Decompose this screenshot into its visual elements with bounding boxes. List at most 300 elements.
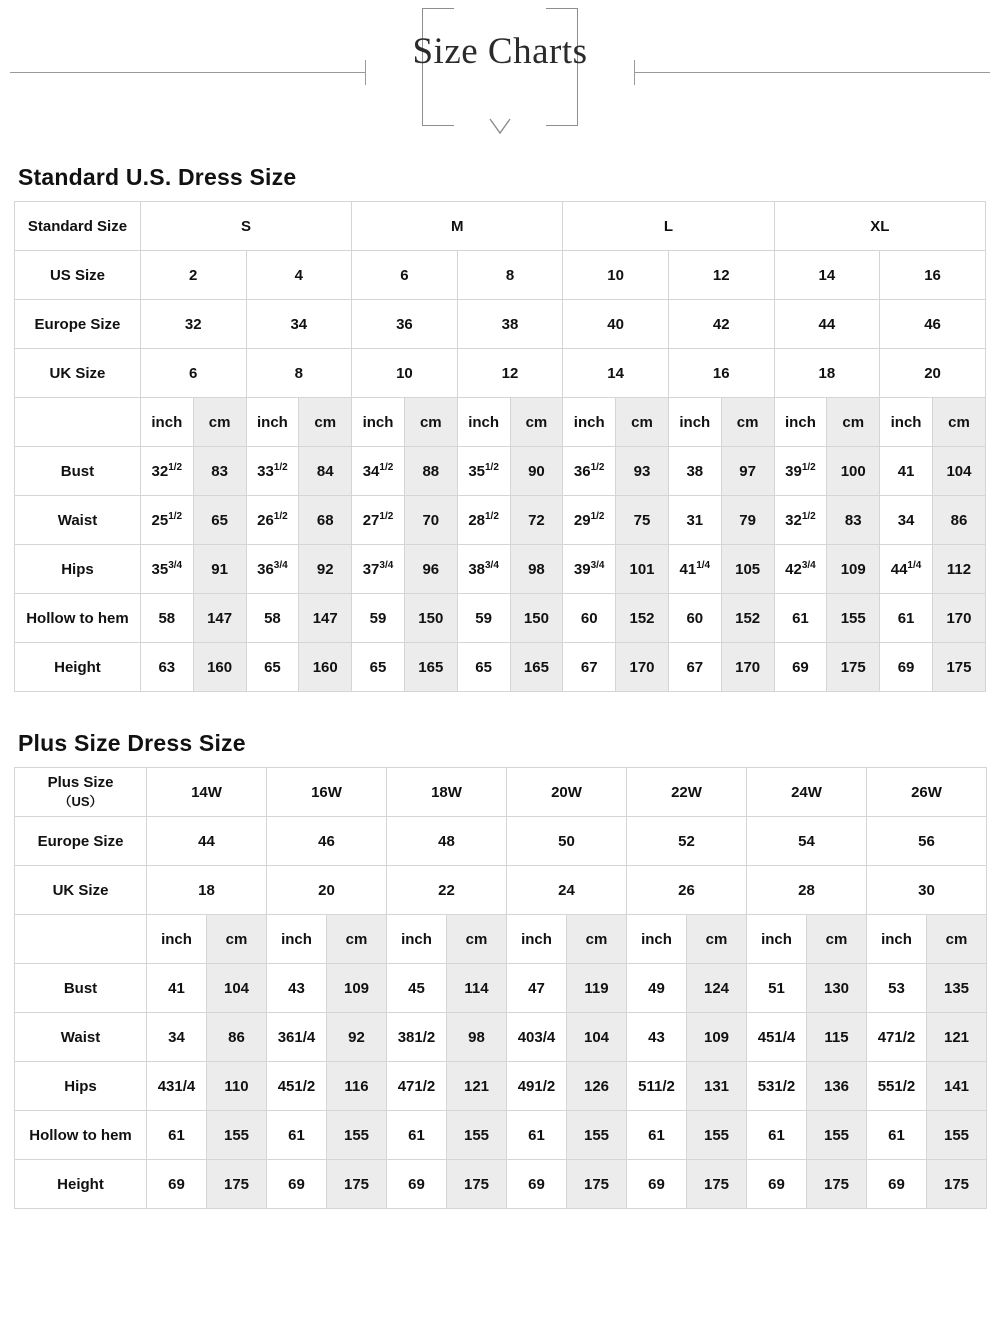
unit-inch: inch bbox=[880, 398, 933, 447]
cell-cm: 175 bbox=[687, 1160, 747, 1209]
cell: 34 bbox=[246, 300, 352, 349]
unit-inch: inch bbox=[387, 915, 447, 964]
cell-cm: 175 bbox=[807, 1160, 867, 1209]
fraction-sup: 3/4 bbox=[168, 559, 183, 571]
unit-cm: cm bbox=[567, 915, 627, 964]
cell-inch: 51 bbox=[747, 964, 807, 1013]
cell-inch: 451/2 bbox=[267, 1062, 327, 1111]
row-label: Hollow to hem bbox=[15, 1111, 147, 1160]
cell-inch: 61 bbox=[627, 1111, 687, 1160]
cell-cm: 170 bbox=[932, 594, 985, 643]
plus-section-title: Plus Size Dress Size bbox=[18, 730, 246, 756]
unit-cm: cm bbox=[193, 398, 246, 447]
table-row bbox=[15, 768, 987, 817]
fraction-sup: 1/2 bbox=[168, 461, 183, 473]
table-row bbox=[15, 1160, 987, 1209]
fraction-sup: 1/2 bbox=[590, 461, 605, 473]
cell-cm: 86 bbox=[207, 1013, 267, 1062]
cell-inch: $35^{1/2}$ bbox=[457, 447, 510, 496]
page-title: Size Charts bbox=[412, 31, 588, 72]
cell: 14 bbox=[563, 349, 669, 398]
table-row bbox=[15, 349, 986, 398]
cell-inch: 43 bbox=[267, 964, 327, 1013]
cell-cm: 83 bbox=[827, 496, 880, 545]
cell: 50 bbox=[507, 817, 627, 866]
cell-inch: $37^{3/4}$ bbox=[352, 545, 405, 594]
cell-inch: 61 bbox=[147, 1111, 207, 1160]
cell-inch: $33^{1/2}$ bbox=[246, 447, 299, 496]
cell-inch: 69 bbox=[867, 1160, 927, 1209]
unit-inch: inch bbox=[507, 915, 567, 964]
unit-inch: inch bbox=[627, 915, 687, 964]
cell-inch: 34 bbox=[880, 496, 933, 545]
cell-cm: 105 bbox=[721, 545, 774, 594]
cell: 14 bbox=[774, 251, 880, 300]
cell-inch: 61 bbox=[747, 1111, 807, 1160]
cell-cm: 147 bbox=[193, 594, 246, 643]
row-label: Hips bbox=[15, 545, 141, 594]
cell: 6 bbox=[352, 251, 458, 300]
chevron-down-icon bbox=[483, 110, 517, 144]
unit-cm: cm bbox=[207, 915, 267, 964]
cell-inch: $44^{1/4}$ bbox=[880, 545, 933, 594]
cell-cm: 68 bbox=[299, 496, 352, 545]
fraction-sup: 1/4 bbox=[696, 559, 711, 571]
cell-cm: 152 bbox=[616, 594, 669, 643]
cell-cm: 175 bbox=[827, 643, 880, 692]
cell-inch: 69 bbox=[774, 643, 827, 692]
unit-inch: inch bbox=[140, 398, 193, 447]
cell-inch: 471/2 bbox=[867, 1013, 927, 1062]
cell-inch: $32^{1/2}$ bbox=[774, 496, 827, 545]
cell-inch: 531/2 bbox=[747, 1062, 807, 1111]
cell-cm: 150 bbox=[404, 594, 457, 643]
cell-cm: 84 bbox=[299, 447, 352, 496]
table-row bbox=[15, 1013, 987, 1062]
cell-cm: 110 bbox=[207, 1062, 267, 1111]
fraction-sup: 1/2 bbox=[379, 461, 394, 473]
unit-inch: inch bbox=[747, 915, 807, 964]
table-row bbox=[15, 447, 986, 496]
table-row bbox=[15, 594, 986, 643]
cell-inch: 47 bbox=[507, 964, 567, 1013]
cell: 26W bbox=[867, 768, 987, 817]
cell-cm: 155 bbox=[827, 594, 880, 643]
cell-inch: $26^{1/2}$ bbox=[246, 496, 299, 545]
cell-inch: 58 bbox=[140, 594, 193, 643]
cell-inch: 61 bbox=[507, 1111, 567, 1160]
frame-corner-bottom-right bbox=[546, 94, 578, 126]
cell: 44 bbox=[774, 300, 880, 349]
cell-cm: 175 bbox=[567, 1160, 627, 1209]
fraction-sup: 3/4 bbox=[379, 559, 394, 571]
unit-inch: inch bbox=[457, 398, 510, 447]
cell-cm: 92 bbox=[327, 1013, 387, 1062]
cell-inch: 381/2 bbox=[387, 1013, 447, 1062]
page-header bbox=[0, 0, 1000, 148]
cell-inch: 49 bbox=[627, 964, 687, 1013]
cell-cm: 115 bbox=[807, 1013, 867, 1062]
row-label: Height bbox=[15, 1160, 147, 1209]
cell-cm: 147 bbox=[299, 594, 352, 643]
fraction-sup: 1/2 bbox=[273, 510, 288, 522]
cell-cm: 116 bbox=[327, 1062, 387, 1111]
fraction-sup: 1/2 bbox=[801, 461, 816, 473]
cell-inch: 69 bbox=[387, 1160, 447, 1209]
fraction-sup: 1/2 bbox=[590, 510, 605, 522]
cell-inch: 471/2 bbox=[387, 1062, 447, 1111]
cell-cm: 160 bbox=[193, 643, 246, 692]
cell-cm: 83 bbox=[193, 447, 246, 496]
unit-inch: inch bbox=[867, 915, 927, 964]
unit-cm: cm bbox=[807, 915, 867, 964]
cell-inch: $34^{1/2}$ bbox=[352, 447, 405, 496]
cell-inch: 59 bbox=[457, 594, 510, 643]
cell: 22 bbox=[387, 866, 507, 915]
cell-cm: 155 bbox=[447, 1111, 507, 1160]
cell-cm: 90 bbox=[510, 447, 563, 496]
table-row bbox=[15, 545, 986, 594]
row-label: Height bbox=[15, 643, 141, 692]
cell-inch: 67 bbox=[668, 643, 721, 692]
cell-cm: 126 bbox=[567, 1062, 627, 1111]
cell-inch: 53 bbox=[867, 964, 927, 1013]
row-label: Hips bbox=[15, 1062, 147, 1111]
cell: 18 bbox=[147, 866, 267, 915]
row-label-text: Plus Size bbox=[47, 774, 114, 791]
cell: 46 bbox=[267, 817, 387, 866]
cell-cm: 175 bbox=[927, 1160, 987, 1209]
cell-cm: 136 bbox=[807, 1062, 867, 1111]
cell: 8 bbox=[457, 251, 563, 300]
unit-cm: cm bbox=[927, 915, 987, 964]
unit-inch: inch bbox=[352, 398, 405, 447]
cell-inch: 60 bbox=[668, 594, 721, 643]
cell-cm: 104 bbox=[932, 447, 985, 496]
row-label: UK Size bbox=[15, 349, 141, 398]
table-row bbox=[15, 1111, 987, 1160]
cell: 10 bbox=[563, 251, 669, 300]
cell: 48 bbox=[387, 817, 507, 866]
cell-inch: 69 bbox=[507, 1160, 567, 1209]
cell-cm: 93 bbox=[616, 447, 669, 496]
cell-cm: 121 bbox=[927, 1013, 987, 1062]
cell-cm: 96 bbox=[404, 545, 457, 594]
cell-inch: 67 bbox=[563, 643, 616, 692]
row-label: Bust bbox=[15, 964, 147, 1013]
cell-cm: 150 bbox=[510, 594, 563, 643]
cell: 56 bbox=[867, 817, 987, 866]
cell-cm: 155 bbox=[207, 1111, 267, 1160]
row-label: Europe Size bbox=[15, 300, 141, 349]
cell: 10 bbox=[352, 349, 458, 398]
cell-cm: 109 bbox=[827, 545, 880, 594]
table-row bbox=[15, 496, 986, 545]
fraction-sup: 1/2 bbox=[273, 461, 288, 473]
row-label bbox=[15, 915, 147, 964]
cell-inch: 491/2 bbox=[507, 1062, 567, 1111]
cell-cm: 88 bbox=[404, 447, 457, 496]
cell-cm: 104 bbox=[207, 964, 267, 1013]
cell: 2 bbox=[140, 251, 246, 300]
fraction-sup: 1/2 bbox=[801, 510, 816, 522]
cell: 16 bbox=[880, 251, 986, 300]
table-row-units bbox=[15, 398, 986, 447]
cell-cm: 165 bbox=[404, 643, 457, 692]
cell-cm: 175 bbox=[447, 1160, 507, 1209]
cell-cm: 135 bbox=[927, 964, 987, 1013]
cell-cm: 65 bbox=[193, 496, 246, 545]
plus-size-section bbox=[0, 730, 1000, 1209]
fraction-sup: 1/2 bbox=[485, 461, 499, 473]
cell-inch: 45 bbox=[387, 964, 447, 1013]
row-label bbox=[15, 768, 147, 817]
cell-inch: 38 bbox=[668, 447, 721, 496]
cell-cm: 152 bbox=[721, 594, 774, 643]
cell-inch: 65 bbox=[352, 643, 405, 692]
row-label: Bust bbox=[15, 447, 141, 496]
unit-cm: cm bbox=[510, 398, 563, 447]
cell-cm: 112 bbox=[932, 545, 985, 594]
cell: 20 bbox=[880, 349, 986, 398]
cell: 12 bbox=[457, 349, 563, 398]
fraction-sup: 3/4 bbox=[273, 559, 288, 571]
cell-inch: 61 bbox=[880, 594, 933, 643]
cell-inch: $25^{1/2}$ bbox=[140, 496, 193, 545]
cell: 22W bbox=[627, 768, 747, 817]
unit-inch: inch bbox=[774, 398, 827, 447]
cell: 30 bbox=[867, 866, 987, 915]
cell-inch: $39^{3/4}$ bbox=[563, 545, 616, 594]
cell-cm: 104 bbox=[567, 1013, 627, 1062]
unit-cm: cm bbox=[827, 398, 880, 447]
cell-cm: 119 bbox=[567, 964, 627, 1013]
unit-cm: cm bbox=[299, 398, 352, 447]
cell-inch: 41 bbox=[880, 447, 933, 496]
cell-cm: 155 bbox=[687, 1111, 747, 1160]
fraction-sup: 3/4 bbox=[801, 559, 816, 571]
cell-inch: $41^{1/4}$ bbox=[668, 545, 721, 594]
cell-inch: 63 bbox=[140, 643, 193, 692]
table-row bbox=[15, 964, 987, 1013]
cell: 44 bbox=[147, 817, 267, 866]
cell-cm: 165 bbox=[510, 643, 563, 692]
cell: 42 bbox=[668, 300, 774, 349]
row-label: US Size bbox=[15, 251, 141, 300]
cell-inch: $39^{1/2}$ bbox=[774, 447, 827, 496]
cell-inch: 59 bbox=[352, 594, 405, 643]
cell-cm: 141 bbox=[927, 1062, 987, 1111]
cell-inch: 511/2 bbox=[627, 1062, 687, 1111]
unit-cm: cm bbox=[327, 915, 387, 964]
cell-inch: 31 bbox=[668, 496, 721, 545]
unit-cm: cm bbox=[404, 398, 457, 447]
cell-cm: 109 bbox=[687, 1013, 747, 1062]
fraction-sup: 1/2 bbox=[379, 510, 394, 522]
standard-section-title: Standard U.S. Dress Size bbox=[18, 164, 297, 190]
cell-cm: 130 bbox=[807, 964, 867, 1013]
cell: 26 bbox=[627, 866, 747, 915]
cell-cm: 155 bbox=[567, 1111, 627, 1160]
cell-inch: 60 bbox=[563, 594, 616, 643]
unit-inch: inch bbox=[668, 398, 721, 447]
cell-group-xl: XL bbox=[774, 202, 985, 251]
cell-cm: 170 bbox=[721, 643, 774, 692]
unit-inch: inch bbox=[563, 398, 616, 447]
cell: 20W bbox=[507, 768, 627, 817]
cell-inch: $32^{1/2}$ bbox=[140, 447, 193, 496]
cell-inch: 43 bbox=[627, 1013, 687, 1062]
row-label: Waist bbox=[15, 1013, 147, 1062]
cell-cm: 114 bbox=[447, 964, 507, 1013]
cell-cm: 72 bbox=[510, 496, 563, 545]
cell-inch: $29^{1/2}$ bbox=[563, 496, 616, 545]
cell: 18 bbox=[774, 349, 880, 398]
cell-cm: 160 bbox=[299, 643, 352, 692]
cell-cm: 155 bbox=[927, 1111, 987, 1160]
cell-cm: 131 bbox=[687, 1062, 747, 1111]
table-row bbox=[15, 643, 986, 692]
fraction-sup: 1/2 bbox=[168, 510, 183, 522]
cell-inch: 34 bbox=[147, 1013, 207, 1062]
cell-inch: 41 bbox=[147, 964, 207, 1013]
cell: 24W bbox=[747, 768, 867, 817]
fraction-sup: 3/4 bbox=[590, 559, 605, 571]
cell-cm: 175 bbox=[207, 1160, 267, 1209]
table-row-units bbox=[15, 915, 987, 964]
cell: 54 bbox=[747, 817, 867, 866]
cell-inch: 58 bbox=[246, 594, 299, 643]
cell-cm: 124 bbox=[687, 964, 747, 1013]
cell-inch: $36^{3/4}$ bbox=[246, 545, 299, 594]
cell-inch: 65 bbox=[246, 643, 299, 692]
cell-inch: 69 bbox=[747, 1160, 807, 1209]
cell-inch: 69 bbox=[880, 643, 933, 692]
unit-cm: cm bbox=[447, 915, 507, 964]
cell-cm: 91 bbox=[193, 545, 246, 594]
row-label: Europe Size bbox=[15, 817, 147, 866]
cell: 6 bbox=[140, 349, 246, 398]
cell: 32 bbox=[140, 300, 246, 349]
cell: 46 bbox=[880, 300, 986, 349]
cell-cm: 101 bbox=[616, 545, 669, 594]
row-label: Standard Size bbox=[15, 202, 141, 251]
cell-cm: 170 bbox=[616, 643, 669, 692]
cell-cm: 97 bbox=[721, 447, 774, 496]
cell-inch: 65 bbox=[457, 643, 510, 692]
cell-group-m: M bbox=[352, 202, 563, 251]
cell-inch: $35^{3/4}$ bbox=[140, 545, 193, 594]
cell-cm: 79 bbox=[721, 496, 774, 545]
row-label bbox=[15, 398, 141, 447]
cell: 40 bbox=[563, 300, 669, 349]
cell-cm: 92 bbox=[299, 545, 352, 594]
cell: 24 bbox=[507, 866, 627, 915]
row-label: Hollow to hem bbox=[15, 594, 141, 643]
cell: 20 bbox=[267, 866, 387, 915]
fraction-sup: 3/4 bbox=[485, 559, 499, 571]
cell: 52 bbox=[627, 817, 747, 866]
plus-size-table bbox=[14, 767, 987, 1209]
cell-cm: 175 bbox=[932, 643, 985, 692]
cell-cm: 100 bbox=[827, 447, 880, 496]
cell-cm: 121 bbox=[447, 1062, 507, 1111]
unit-cm: cm bbox=[687, 915, 747, 964]
cell: 4 bbox=[246, 251, 352, 300]
cell-inch: 451/4 bbox=[747, 1013, 807, 1062]
cell-cm: 86 bbox=[932, 496, 985, 545]
cell: 28 bbox=[747, 866, 867, 915]
cell: 8 bbox=[246, 349, 352, 398]
table-row bbox=[15, 251, 986, 300]
cell-cm: 155 bbox=[807, 1111, 867, 1160]
cell-group-l: L bbox=[563, 202, 774, 251]
table-row bbox=[15, 817, 987, 866]
cell-cm: 75 bbox=[616, 496, 669, 545]
standard-size-section bbox=[0, 164, 1000, 692]
table-row bbox=[15, 1062, 987, 1111]
cell-inch: 61 bbox=[774, 594, 827, 643]
unit-inch: inch bbox=[267, 915, 327, 964]
table-row bbox=[15, 300, 986, 349]
cell-inch: 61 bbox=[387, 1111, 447, 1160]
unit-cm: cm bbox=[616, 398, 669, 447]
cell: 12 bbox=[668, 251, 774, 300]
cell-inch: 551/2 bbox=[867, 1062, 927, 1111]
frame-corner-bottom-left bbox=[422, 94, 454, 126]
table-row bbox=[15, 866, 987, 915]
unit-cm: cm bbox=[932, 398, 985, 447]
table-row bbox=[15, 202, 986, 251]
cell-cm: 109 bbox=[327, 964, 387, 1013]
cell: 16W bbox=[267, 768, 387, 817]
unit-cm: cm bbox=[721, 398, 774, 447]
row-label-sub: （US） bbox=[58, 794, 103, 809]
cell: 14W bbox=[147, 768, 267, 817]
cell-inch: 61 bbox=[267, 1111, 327, 1160]
cell-inch: $28^{1/2}$ bbox=[457, 496, 510, 545]
cell-inch: $27^{1/2}$ bbox=[352, 496, 405, 545]
unit-inch: inch bbox=[246, 398, 299, 447]
cell-group-s: S bbox=[140, 202, 351, 251]
cell-inch: $42^{3/4}$ bbox=[774, 545, 827, 594]
cell-inch: 69 bbox=[627, 1160, 687, 1209]
cell-cm: 70 bbox=[404, 496, 457, 545]
unit-inch: inch bbox=[147, 915, 207, 964]
cell-inch: 361/4 bbox=[267, 1013, 327, 1062]
row-label: UK Size bbox=[15, 866, 147, 915]
cell-cm: 175 bbox=[327, 1160, 387, 1209]
cell: 38 bbox=[457, 300, 563, 349]
cell-inch: 431/4 bbox=[147, 1062, 207, 1111]
fraction-sup: 1/2 bbox=[485, 510, 499, 522]
cell: 36 bbox=[352, 300, 458, 349]
cell-inch: $38^{3/4}$ bbox=[457, 545, 510, 594]
cell: 16 bbox=[668, 349, 774, 398]
cell-inch: $36^{1/2}$ bbox=[563, 447, 616, 496]
standard-size-table bbox=[14, 201, 986, 692]
fraction-sup: 1/4 bbox=[907, 559, 922, 571]
cell-inch: 61 bbox=[867, 1111, 927, 1160]
cell-inch: 69 bbox=[267, 1160, 327, 1209]
cell-inch: 403/4 bbox=[507, 1013, 567, 1062]
cell-cm: 98 bbox=[510, 545, 563, 594]
row-label: Waist bbox=[15, 496, 141, 545]
cell-cm: 155 bbox=[327, 1111, 387, 1160]
cell: 18W bbox=[387, 768, 507, 817]
cell-inch: 69 bbox=[147, 1160, 207, 1209]
cell-cm: 98 bbox=[447, 1013, 507, 1062]
